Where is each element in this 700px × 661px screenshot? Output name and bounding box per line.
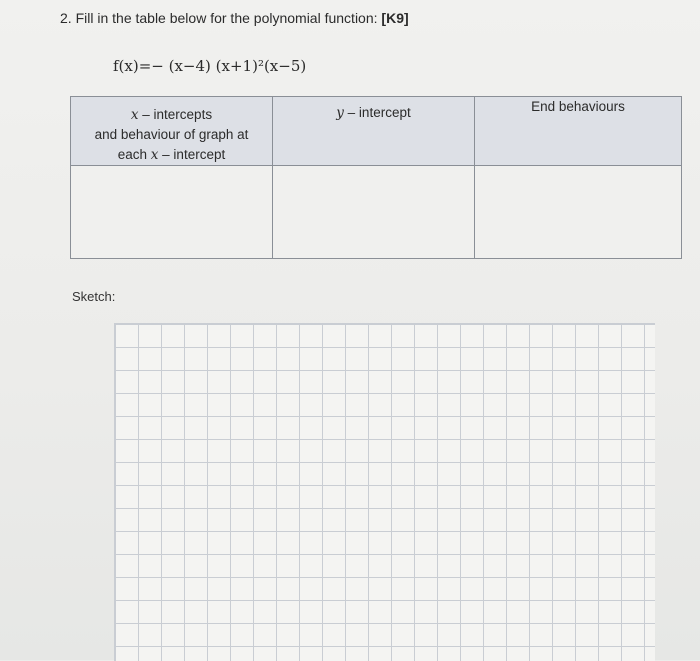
question-prompt [60, 10, 409, 26]
header-x-intercepts: x – intercepts and behaviour of graph at each x – intercept [71, 97, 273, 166]
answer-cell-end-behaviours[interactable] [475, 166, 682, 259]
knowledge-tag: [K9] [381, 10, 409, 26]
table-header-row [71, 97, 682, 166]
polynomial-formula: f(x)=− (x−4) (x+1)²(x−5) [113, 57, 307, 75]
header-end-behaviours: End behaviours [475, 97, 682, 166]
x-variable: x [130, 107, 139, 123]
y-variable: y [336, 105, 344, 121]
answer-cell-x-intercepts[interactable] [71, 166, 273, 259]
header-y-intercept: y – intercept [273, 97, 475, 166]
sketch-label: Sketch: [72, 289, 116, 304]
question-number: 2. [60, 10, 72, 26]
question-text: Fill in the table below for the polynomial function: [75, 10, 378, 26]
answer-cell-y-intercept[interactable] [273, 166, 475, 259]
table-answer-row [71, 166, 682, 259]
answer-table [70, 96, 682, 259]
sketch-grid[interactable] [114, 323, 655, 661]
